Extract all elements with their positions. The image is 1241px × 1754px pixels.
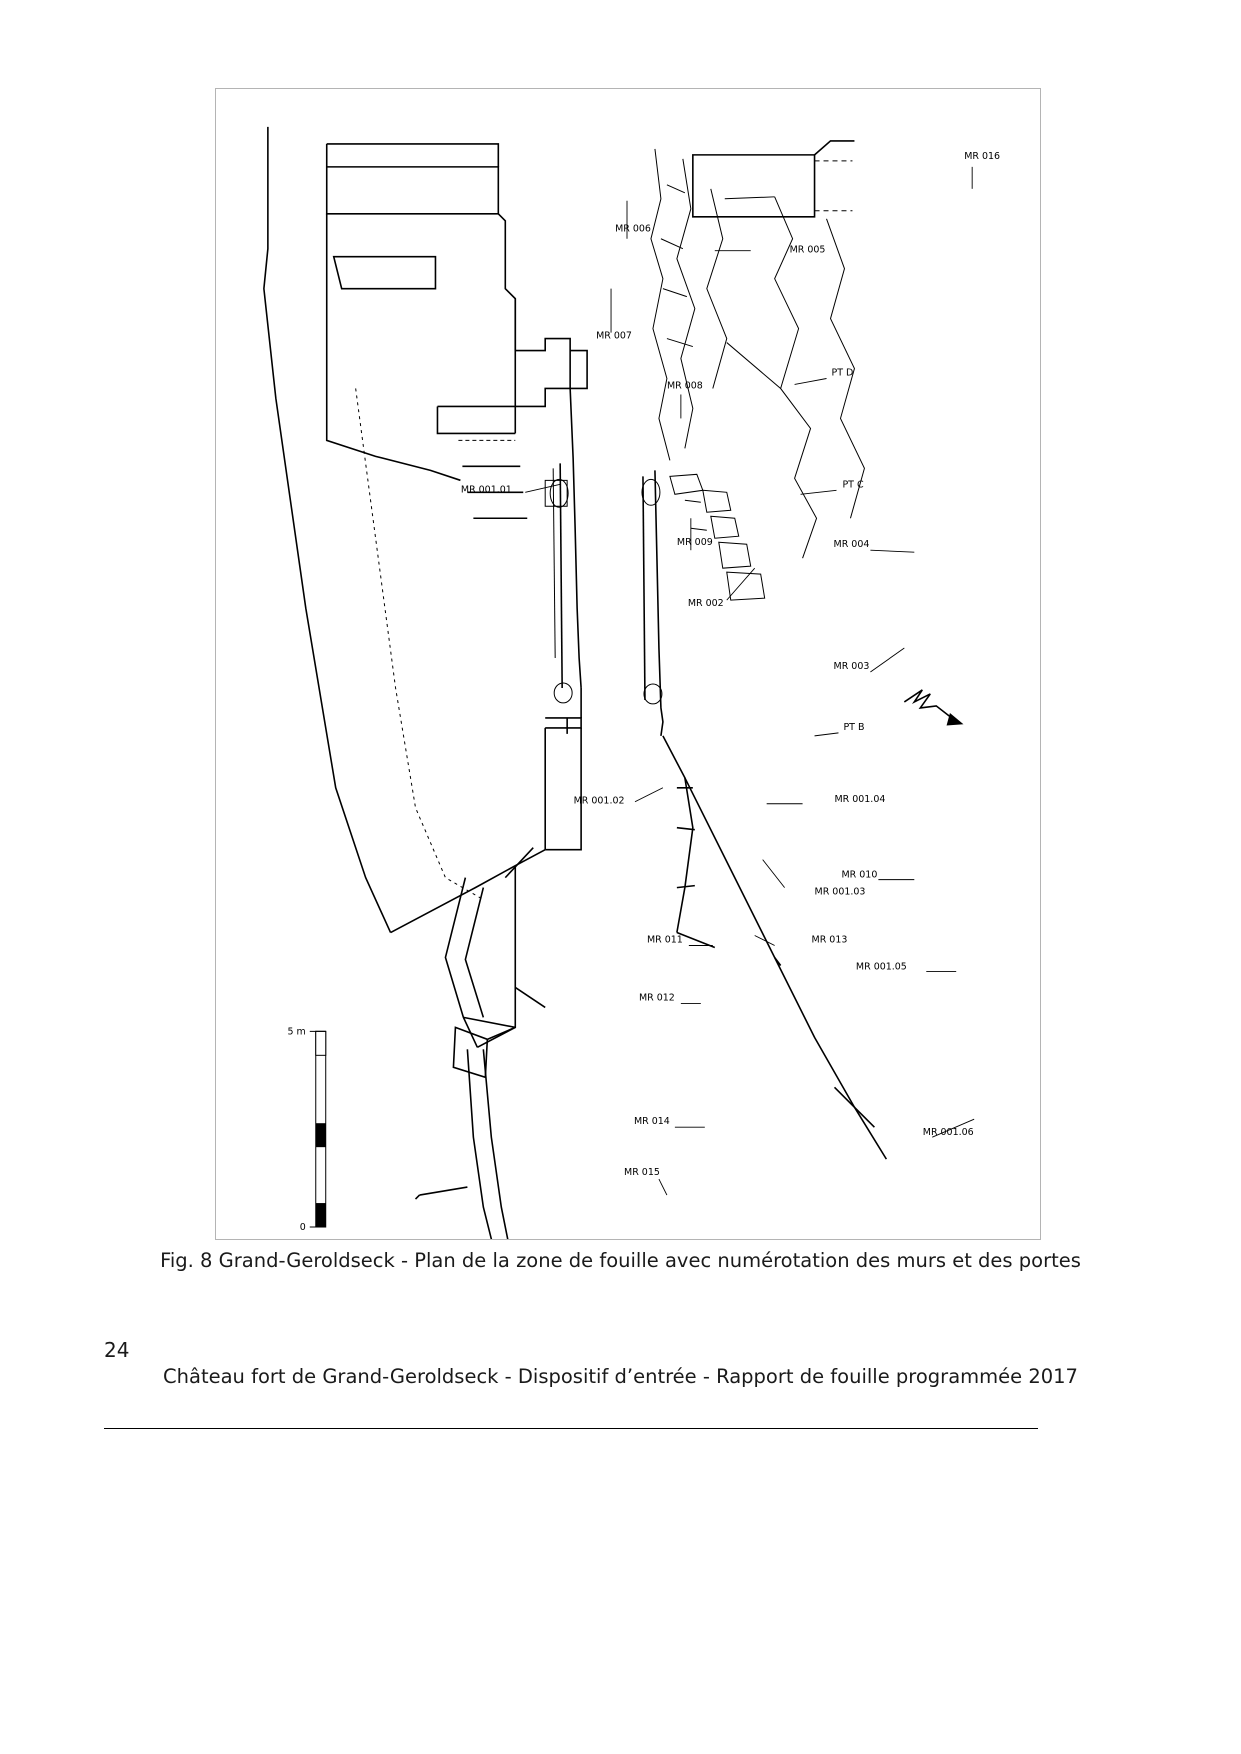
page-number: 24 <box>104 1338 130 1362</box>
excavation-plan-drawing <box>216 89 1040 1239</box>
scale-bar-bottom-label: 0 <box>299 1222 306 1234</box>
plan-label-mr005: MR 005 <box>789 244 826 256</box>
scale-bar <box>310 1031 326 1227</box>
figure-plan-frame <box>215 88 1041 1240</box>
plan-label-ptc: PT C <box>842 479 864 491</box>
plan-label-ptb: PT B <box>843 721 865 733</box>
plan-label-mr012: MR 012 <box>639 992 675 1004</box>
plan-label-mr00106: MR 001.06 <box>922 1127 974 1139</box>
plan-label-mr014: MR 014 <box>634 1116 670 1128</box>
plan-label-mr007: MR 007 <box>596 330 632 342</box>
plan-label-mr004: MR 004 <box>833 539 870 551</box>
plan-leader-lines <box>525 167 974 1195</box>
plan-label-mr011: MR 011 <box>646 934 683 946</box>
footer-title: Château fort de Grand-Geroldseck - Dispositif d’entrée - Rapport de fouille programmée 2017 <box>163 1365 1078 1388</box>
plan-label-mr00105: MR 001.05 <box>855 961 907 973</box>
footer-divider <box>104 1428 1038 1429</box>
north-arrow-icon <box>904 690 962 725</box>
plan-label-mr00101: MR 001.01 <box>460 484 512 496</box>
plan-label-mr003: MR 003 <box>833 660 870 672</box>
figure-caption: Fig. 8 Grand-Geroldseck - Plan de la zone de fouille avec numérotation des murs et des portes <box>160 1249 1081 1272</box>
plan-label-mr008: MR 008 <box>666 380 703 392</box>
plan-label-mr00104: MR 001.04 <box>834 793 886 805</box>
plan-label-mr016: MR 016 <box>964 150 1001 162</box>
plan-walls-group <box>264 127 886 1239</box>
scale-bar-top-label: 5 m <box>287 1026 306 1038</box>
plan-label-mr013: MR 013 <box>811 934 848 946</box>
plan-label-mr015: MR 015 <box>624 1167 660 1179</box>
plan-label-mr00102: MR 001.02 <box>573 795 625 807</box>
plan-label-mr002: MR 002 <box>687 598 724 610</box>
plan-label-mr006: MR 006 <box>615 223 651 235</box>
plan-label-mr010: MR 010 <box>841 869 878 881</box>
plan-label-mr00103: MR 001.03 <box>814 886 866 898</box>
plan-label-mr009: MR 009 <box>676 537 713 549</box>
plan-label-ptd: PT D <box>831 367 854 379</box>
